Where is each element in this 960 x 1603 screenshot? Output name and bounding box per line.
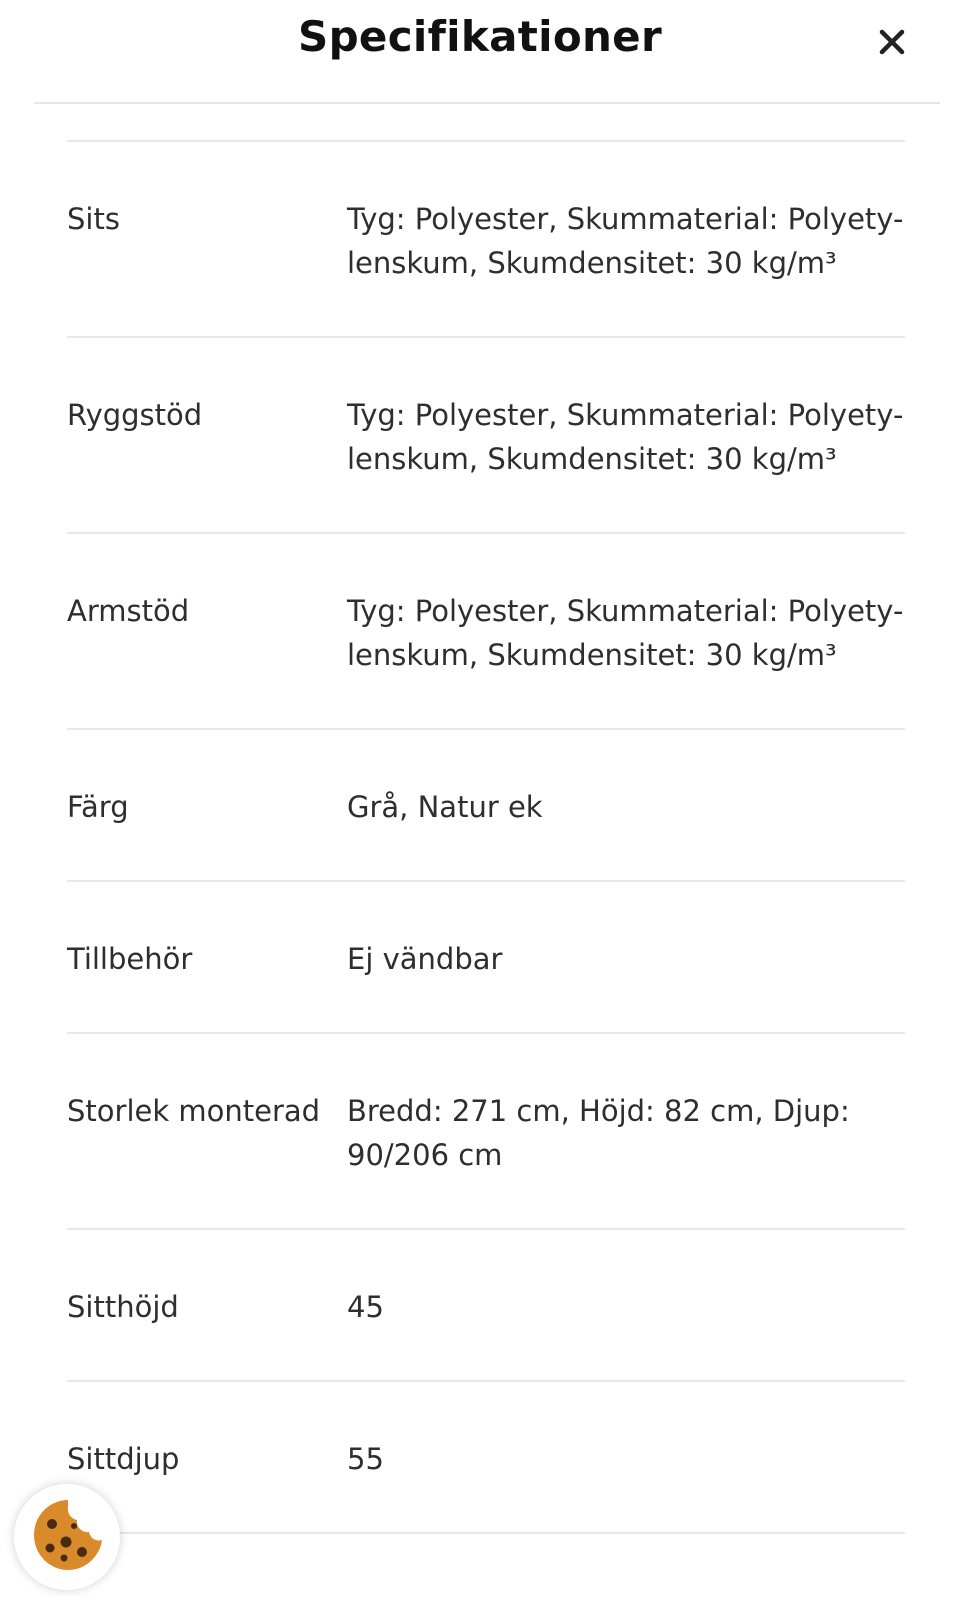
spec-value — [347, 1285, 905, 1329]
spec-value — [347, 1437, 905, 1481]
spec-value-line: 90/206 cm — [347, 1138, 503, 1172]
page-title: Specifikationer — [298, 12, 662, 61]
spec-value — [347, 393, 905, 481]
spec-value-line: Ej vändbar — [347, 942, 503, 976]
spec-row-sitthojd — [67, 1230, 905, 1382]
spec-value — [347, 785, 905, 829]
spec-value-line: lenskum, Skumdensitet: 30 kg/m³ — [347, 246, 837, 280]
spec-row-armstod — [67, 534, 905, 730]
spec-value-line: Bredd: 271 cm, Höjd: 82 cm, Djup: — [347, 1094, 850, 1128]
spec-label: Färg — [67, 790, 129, 824]
spec-label: Ryggstöd — [67, 398, 203, 432]
close-button[interactable] — [872, 22, 912, 62]
spec-value — [347, 197, 905, 285]
spec-row-tillbehor — [67, 882, 905, 1034]
modal-header — [0, 0, 960, 100]
spec-value-line: 45 — [347, 1290, 384, 1324]
spec-list — [67, 140, 905, 1534]
spec-value-line: lenskum, Skumdensitet: 30 kg/m³ — [347, 442, 837, 476]
spec-value-line: lenskum, Skumdensitet: 30 kg/m³ — [347, 638, 837, 672]
spec-label: Sitthöjd — [67, 1290, 179, 1324]
spec-label: Sits — [67, 202, 120, 236]
spec-row-farg — [67, 730, 905, 882]
spec-value-line: Tyg: Polyester, Skummaterial: Polyety- — [347, 398, 904, 432]
spec-value-line: Grå, Natur ek — [347, 790, 543, 824]
spec-row-ryggstod — [67, 338, 905, 534]
spec-value — [347, 1089, 905, 1177]
close-icon — [872, 22, 912, 62]
spec-label: Storlek monterad — [67, 1094, 321, 1128]
cookie-settings-button[interactable] — [14, 1484, 120, 1590]
spec-value — [347, 589, 905, 677]
spec-row-sits — [67, 142, 905, 338]
spec-value-line: Tyg: Polyester, Skummaterial: Polyety- — [347, 202, 904, 236]
spec-value-line: 55 — [347, 1442, 384, 1476]
spec-value — [347, 937, 905, 981]
spec-label: Sittdjup — [67, 1442, 180, 1476]
spec-row-sittdjup — [67, 1382, 905, 1534]
spec-label: Armstöd — [67, 594, 190, 628]
spec-row-storlek-monterad — [67, 1034, 905, 1230]
header-divider — [34, 102, 940, 104]
cookie-icon — [30, 1496, 106, 1574]
spec-value-line: Tyg: Polyester, Skummaterial: Polyety- — [347, 594, 904, 628]
spec-label: Tillbehör — [67, 942, 193, 976]
